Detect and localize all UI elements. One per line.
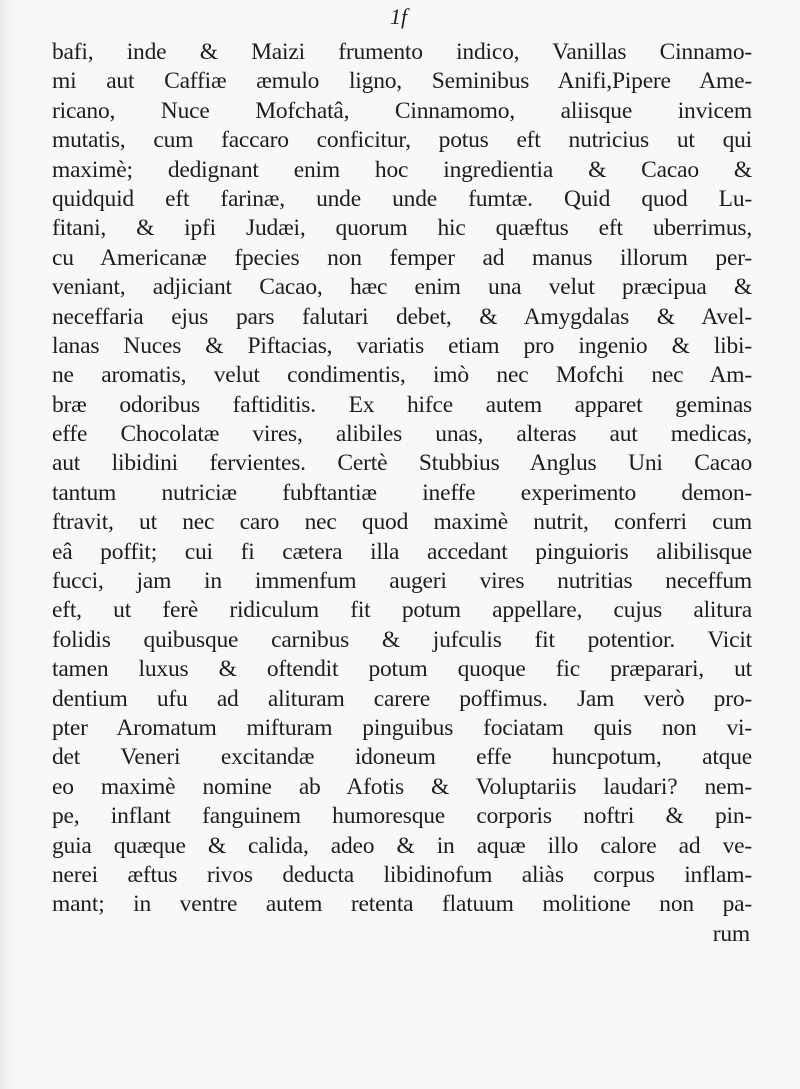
text-line: guia quæque & calida, adeo & in aquæ illo calore ad ve-	[52, 832, 752, 859]
latin-text-body	[52, 38, 752, 949]
text-line: maximè; dedignant enim hoc ingredientia & Cacao &	[52, 156, 752, 183]
text-line: mant; in ventre autem retenta flatuum molitione non pa-	[52, 891, 752, 918]
text-line: fitani, & ipfi Judæi, quorum hic quæftus eft uberrimus,	[52, 215, 752, 242]
text-line: eo maximè nomine ab Afotis & Voluptariis laudari? nem-	[52, 773, 752, 800]
text-line: neceffaria ejus pars falutari debet, & Amygdalas & Avel-	[52, 303, 752, 330]
text-line: quidquid eft farinæ, unde unde fumtæ. Quid quod Lu-	[52, 185, 752, 212]
text-line: eft, ut ferè ridiculum fit potum appellare, cujus alitura	[52, 597, 752, 624]
text-line: dentium ufu ad alituram carere poffimus. Jam verò pro-	[52, 685, 752, 712]
text-line: lanas Nuces & Piftacias, variatis etiam pro ingenio & libi-	[52, 332, 752, 359]
text-line: aut libidini fervientes. Certè Stubbius Anglus Uni Cacao	[52, 450, 752, 477]
text-line: mutatis, cum faccaro conficitur, potus eft nutricius ut qui	[52, 127, 752, 154]
text-line: tamen luxus & oftendit potum quoque fic præparari, ut	[52, 656, 752, 683]
text-line: ne aromatis, velut condimentis, imò nec Mofchi nec Am-	[52, 362, 752, 389]
page-number: 1f	[390, 4, 408, 29]
text-line: det Veneri excitandæ idoneum effe huncpotum, atque	[52, 744, 752, 771]
text-line: ricano, Nuce Mofchatâ, Cinnamomo, aliisque invicem	[52, 97, 752, 124]
text-line: pe, inflant fanguinem humoresque corporis noftri & pin-	[52, 803, 752, 830]
text-line: bræ odoribus faftiditis. Ex hifce autem apparet geminas	[52, 391, 752, 418]
text-line: veniant, adjiciant Cacao, hæc enim una velut præcipua &	[52, 274, 752, 301]
text-line: bafi, inde & Maizi frumento indico, Vanillas Cinnamo-	[52, 39, 752, 65]
text-line: nerei æftus rivos deducta libidinofum aliàs corpus inflam-	[52, 861, 752, 888]
text-line: tantum nutriciæ fubftantiæ ineffe experimento demon-	[52, 479, 752, 506]
text-line: fucci, jam in immenfum augeri vires nutritias neceffum	[52, 568, 752, 595]
text-line: ftravit, ut nec caro nec quod maximè nutrit, conferri cum	[52, 509, 752, 536]
text-line: effe Chocolatæ vires, alibiles unas, alteras aut medicas,	[52, 421, 752, 448]
text-line: eâ poffit; cui fi cætera illa accedant pinguioris alibilisque	[52, 538, 752, 565]
text-line: pter Aromatum mifturam pinguibus fociatam quis non vi-	[52, 714, 752, 741]
text-line: folidis quibusque carnibus & jufculis fit potentior. Vicit	[52, 626, 752, 653]
page-edge-shadow	[0, 0, 14, 1089]
catchword: rum	[712, 920, 750, 947]
text-line: mi aut Caffiæ æmulo ligno, Seminibus Anifi,Pipere Ame-	[52, 68, 752, 95]
text-line: cu Americanæ fpecies non femper ad manus illorum per-	[52, 244, 752, 271]
